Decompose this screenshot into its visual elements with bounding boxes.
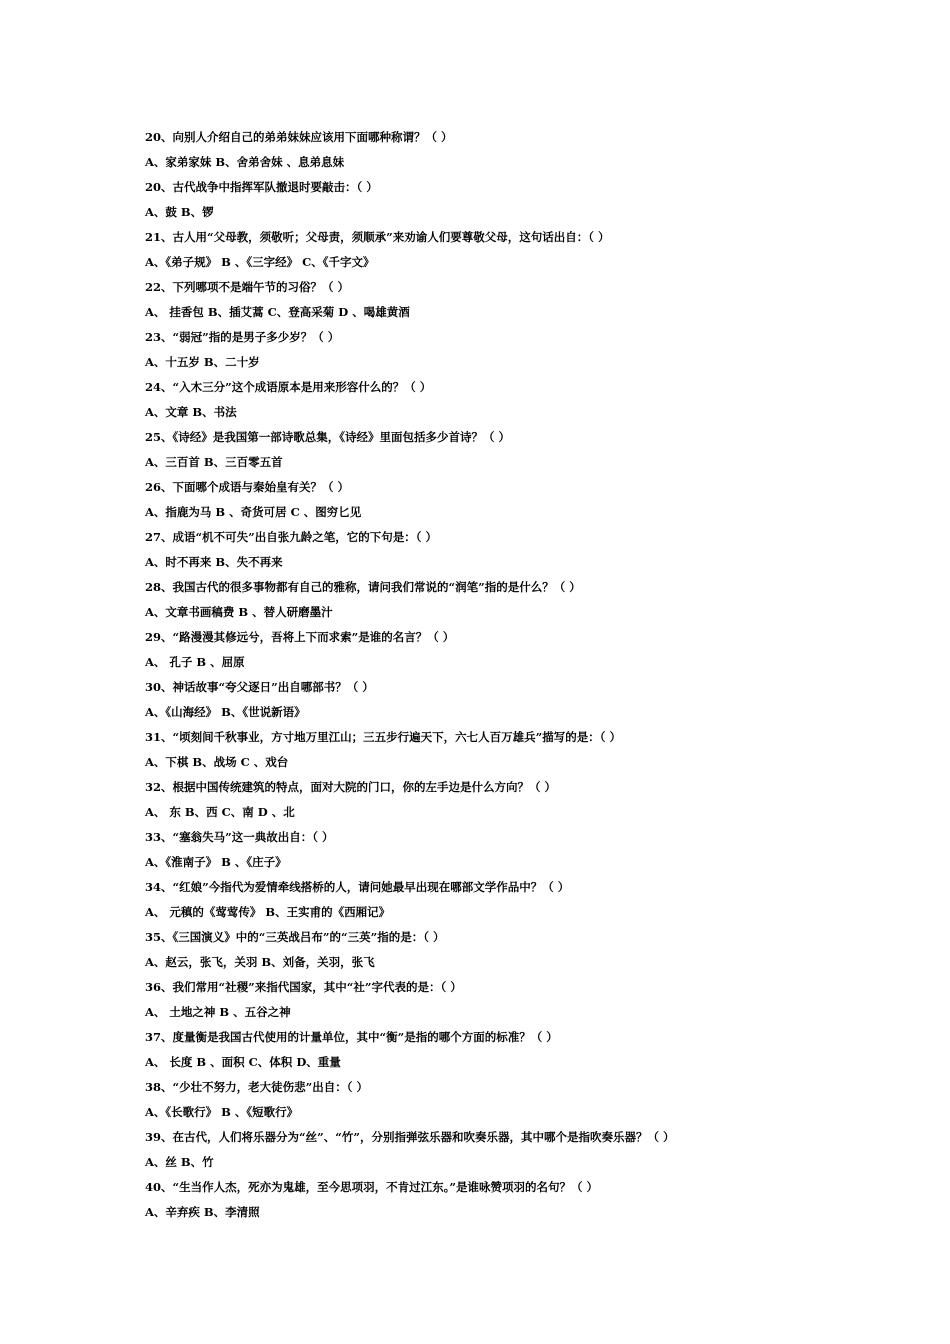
options-30: A、《山海经》 B、《世说新语》 [145,705,306,719]
options-34: A、 元稹的《莺莺传》 B、王实甫的《西厢记》 [145,905,391,919]
options-37: A、 长度 B 、面积 C、体积 D、重量 [145,1055,341,1069]
question-33: 33、“塞翁失马”这一典故出自：（ ） [145,830,334,844]
options-27: A、时不再来 B、失不再来 [145,555,283,569]
question-22: 22、下列哪项不是端午节的习俗？（ ） [145,280,350,294]
question-27: 27、成语“机不可失”出自张九龄之笔，它的下句是：（ ） [145,530,437,544]
question-29: 29、“路漫漫其修远兮，吾将上下而求索”是谁的名言？（ ） [145,630,455,644]
options-23: A、十五岁 B、二十岁 [145,355,260,369]
question-32: 32、根据中国传统建筑的特点，面对大院的门口，你的左手边是什么方向？（ ） [145,780,557,794]
options-32: A、 东 B、西 C、南 D 、北 [145,805,295,819]
options-20a: A、家弟家妹 B、舍弟舍妹 、息弟息妹 [145,155,345,169]
options-33: A、《淮南子》 B 、《庄子》 [145,855,287,869]
options-21: A、《弟子规》 B 、《三字经》 C、《千字文》 [145,255,375,269]
question-40: 40、“生当作人杰，死亦为鬼雄，至今思项羽，不肯过江东。”是谁咏赞项羽的名句？（ ） [145,1180,598,1194]
question-28: 28、我国古代的很多事物都有自己的雅称，请问我们常说的“润笔”指的是什么？（ ） [145,580,581,594]
options-22: A、 挂香包 B、插艾蒿 C、登高采菊 D 、喝雄黄酒 [145,305,410,319]
question-36: 36、我们常用“社稷”来指代国家，其中“社”字代表的是：（ ） [145,980,462,994]
question-24: 24、“入木三分”这个成语原本是用来形容什么的？（ ） [145,380,432,394]
options-36: A、 土地之神 B 、五谷之神 [145,1005,291,1019]
question-25: 25、《诗经》是我国第一部诗歌总集，《诗经》里面包括多少首诗？（ ） [145,430,511,444]
question-30: 30、神话故事“夸父逐日”出自哪部书？（ ） [145,680,374,694]
options-40: A、辛弃疾 B、李清照 [145,1205,260,1219]
options-20b: A、鼓 B、锣 [145,205,214,219]
question-20b: 20、古代战争中指挥军队撤退时要敲击：（ ） [145,180,378,194]
question-31: 31、“顷刻间千秋事业，方寸地万里江山；三五步行遍天下，六七人百万雄兵”描写的是：（ ） [145,730,621,744]
question-34: 34、“红娘”今指代为爱情牵线搭桥的人，请问她最早出现在哪部文学作品中？（ ） [145,880,570,894]
options-31: A、下棋 B、战场 C 、戏台 [145,755,289,769]
question-21: 21、古人用“父母教，须敬听；父母责，须顺承”来劝谕人们要尊敬父母，这句话出自：（ ） [145,230,610,244]
options-24: A、文章 B、书法 [145,405,237,419]
options-25: A、三百首 B、三百零五首 [145,455,283,469]
document-body [145,125,845,1225]
options-29: A、 孔子 B 、屈原 [145,655,245,669]
question-37: 37、度量衡是我国古代使用的计量单位，其中“衡”是指的哪个方面的标准？（ ） [145,1030,558,1044]
options-26: A、指鹿为马 B 、奇货可居 C 、图穷匕见 [145,505,362,519]
options-38: A、《长歌行》 B 、《短歌行》 [145,1105,299,1119]
options-35: A、赵云，张飞，关羽 B、刘备，关羽，张飞 [145,955,375,969]
question-20a: 20、向别人介绍自己的弟弟妹妹应该用下面哪种称谓？（ ） [145,130,453,144]
question-26: 26、下面哪个成语与秦始皇有关？（ ） [145,480,350,494]
options-28: A、文章书画稿费 B 、替人研磨墨汁 [145,605,333,619]
question-38: 38、“少壮不努力，老大徒伤悲”出自：（ ） [145,1080,368,1094]
question-39: 39、在古代，人们将乐器分为“丝”、“竹”，分别指弹弦乐器和吹奏乐器，其中哪个是指吹奏乐器？（ ） [145,1130,675,1144]
options-39: A、丝 B、竹 [145,1155,214,1169]
question-23: 23、“弱冠”指的是男子多少岁？（ ） [145,330,340,344]
question-35: 35、《三国演义》中的“三英战吕布”的“三英”指的是：（ ） [145,930,445,944]
